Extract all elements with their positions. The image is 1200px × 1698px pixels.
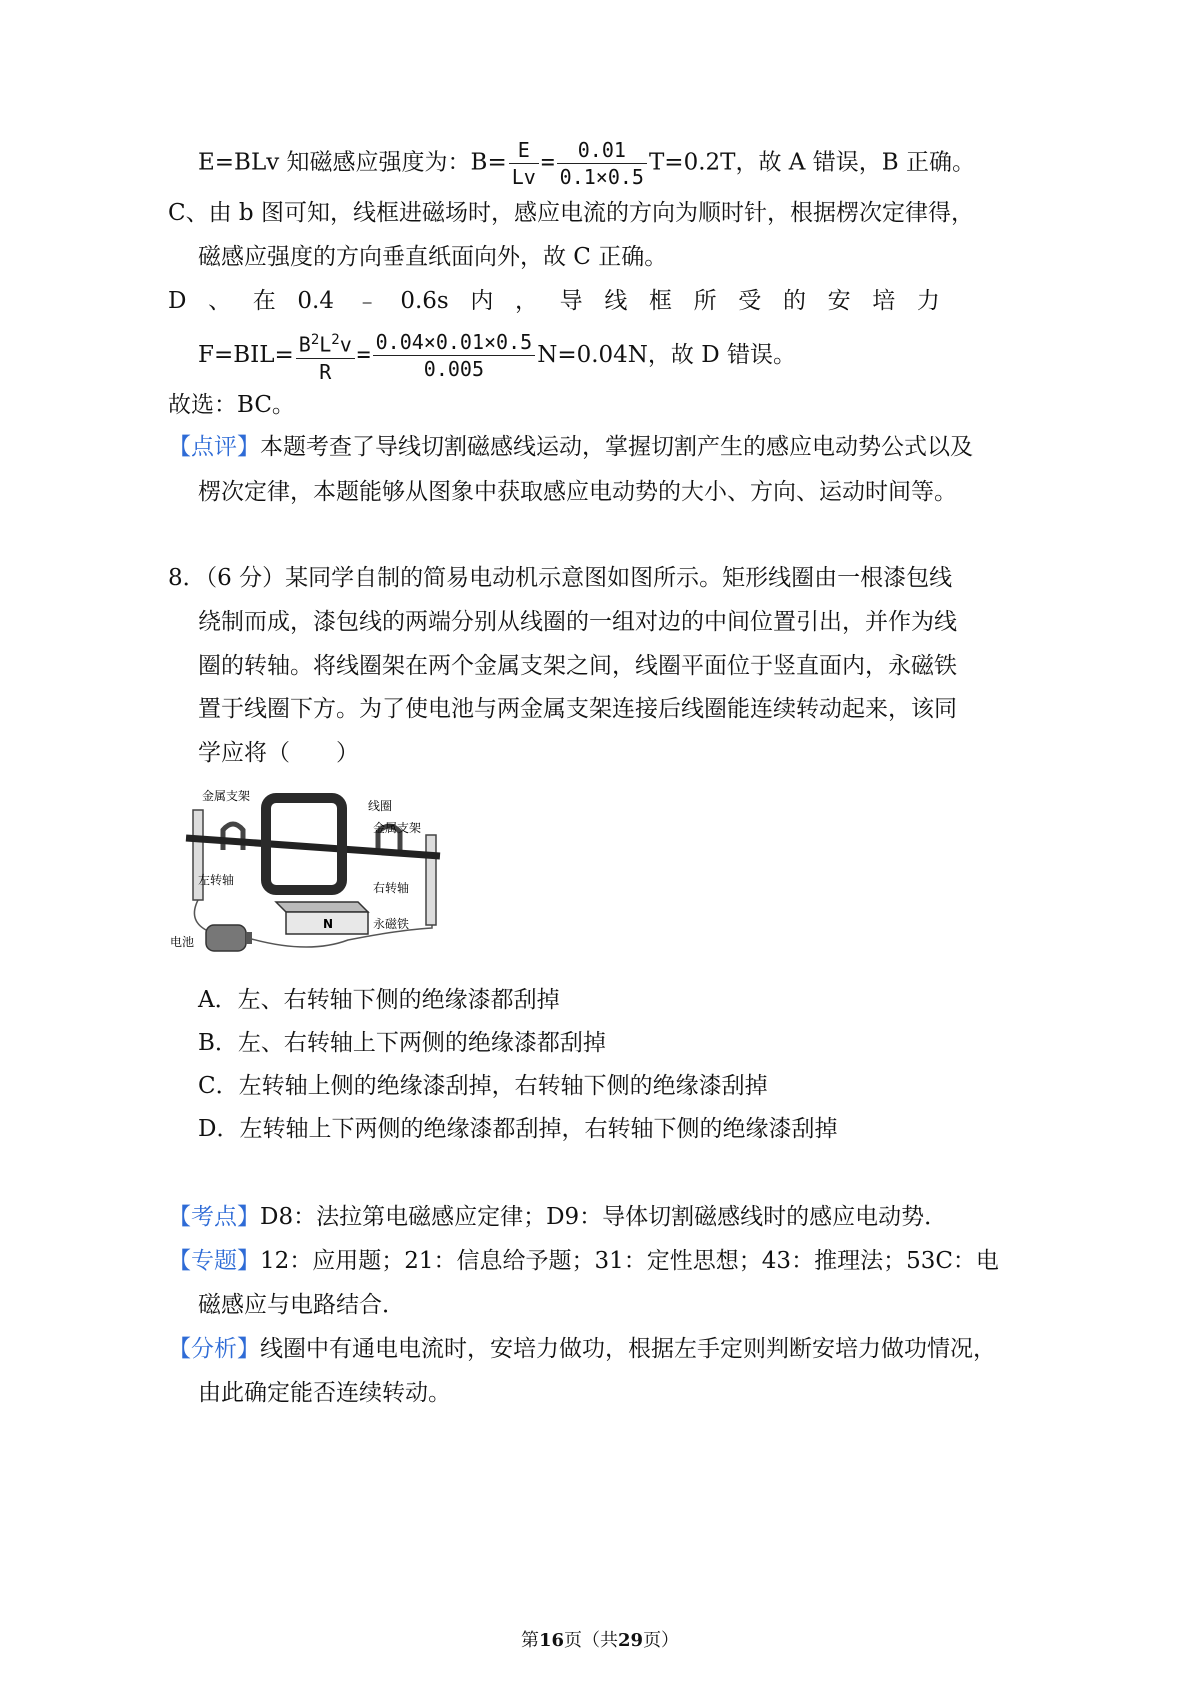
label-right-axle: 右转轴	[373, 881, 410, 895]
topic-line1	[168, 1246, 999, 1276]
fraction-value	[557, 138, 647, 189]
symbol-l: L	[319, 332, 332, 357]
knowledge-point	[168, 1202, 947, 1232]
fraction-numerator	[296, 328, 355, 359]
formula-b-line	[198, 138, 975, 189]
fx-tag: 【分析】	[168, 1336, 260, 1362]
fx-text: 线圈中有通电电流时，安培力做功，根据左手定则判断安培力做功情况，	[260, 1336, 996, 1362]
fraction-force-value	[373, 330, 536, 381]
page-number: 16	[538, 1630, 564, 1651]
question8-line4: 置于线圈下方。为了使电池与两金属支架连接后线圈能连续转动起来，该同	[198, 696, 957, 722]
question8-line3: 圈的转轴。将线圈架在两个金属支架之间，线圈平面位于竖直面内，永磁铁	[198, 653, 957, 679]
d-word: 安	[827, 288, 851, 314]
review-text: 本题考查了导线切割磁感线运动，掌握切割产生的感应电动势公式以及	[260, 434, 973, 460]
footer-prefix: 第	[520, 1630, 539, 1651]
option-b: B．左、右转轴上下两侧的绝缘漆都刮掉	[198, 1030, 606, 1056]
solution-c-line1: C、由 b 图可知，线框进磁场时，感应电流的方向为顺时针，根据楞次定律得，	[168, 200, 974, 226]
formula-f-result: N=0.04N，故 D 错误。	[537, 341, 796, 368]
right-bracket	[426, 835, 436, 925]
analysis-line1	[168, 1334, 996, 1364]
d-word: 在	[252, 288, 276, 314]
fraction-b2l2v-over-r	[296, 328, 355, 384]
left-bracket-loop	[223, 824, 243, 850]
question8-line2: 绕制而成，漆包线的两端分别从线圈的一组对边的中间位置引出，并作为线	[198, 609, 957, 635]
fraction-denominator: 0.1×0.5	[559, 165, 644, 189]
footer-suffix: 页）	[643, 1630, 680, 1651]
magnet-pole-n: N	[323, 917, 334, 931]
equals-sign: =	[540, 149, 555, 176]
review-line1	[168, 432, 973, 462]
review-tag: 【点评】	[168, 434, 260, 460]
d-word: ﹣	[355, 288, 379, 314]
d-word: 受	[738, 288, 762, 314]
page-total: 29	[618, 1630, 644, 1651]
kd-text: D8：法拉第电磁感应定律；D9：导体切割磁感线时的感应电动势．	[260, 1204, 948, 1230]
solution-c-line2: 磁感应强度的方向垂直纸面向外，故 C 正确。	[198, 244, 668, 270]
solution-d-line1	[168, 286, 940, 316]
exponent: 2	[310, 332, 320, 348]
fraction-denominator: 0.005	[423, 357, 485, 382]
fraction-denominator: Lv	[511, 165, 536, 189]
battery-cap	[246, 932, 252, 944]
formula-b-result: T=0.2T，故 A 错误，B 正确。	[648, 149, 975, 176]
d-word: 力	[916, 288, 940, 314]
option-a: A．左、右转轴下侧的绝缘漆都刮掉	[198, 987, 560, 1013]
d-word: 0.4	[297, 288, 334, 314]
d-word: 的	[782, 288, 806, 314]
question8-line5: 学应将（ ）	[198, 740, 359, 766]
equals-sign: =	[356, 341, 371, 368]
fraction-numerator: 0.04×0.01×0.5	[373, 330, 536, 356]
d-word: 线	[604, 288, 628, 314]
fraction-denominator: R	[319, 359, 332, 384]
option-c: C．左转轴上侧的绝缘漆刮掉，右转轴下侧的绝缘漆刮掉	[198, 1073, 768, 1099]
answer-choice: 故选：BC。	[168, 392, 295, 418]
symbol-b: B	[298, 332, 311, 357]
d-word: D	[168, 288, 187, 314]
symbol-v: v	[339, 332, 352, 357]
d-word: 框	[648, 288, 672, 314]
label-battery: 电池	[170, 935, 195, 949]
footer-middle: 页（共	[564, 1630, 618, 1651]
label-coil: 线圈	[368, 799, 393, 813]
d-word: ，	[515, 288, 539, 314]
d-word: 所	[693, 288, 717, 314]
option-d: D．左转轴上下两侧的绝缘漆都刮掉，右转轴下侧的绝缘漆刮掉	[198, 1116, 838, 1142]
battery	[206, 925, 246, 951]
question8-line1: 8．（6 分）某同学自制的简易电动机示意图如图所示。矩形线圈由一根漆包线	[168, 565, 953, 591]
label-magnet: 永磁铁	[373, 917, 410, 931]
motor-diagram	[168, 780, 458, 970]
label-bracket-left: 金属支架	[202, 789, 251, 803]
kd-tag: 【考点】	[168, 1204, 260, 1230]
label-left-axle: 左转轴	[198, 873, 235, 887]
zt-text: 12：应用题；21：信息给予题；31：定性思想；43：推理法；53C：电	[260, 1248, 999, 1274]
fraction-numerator: 0.01	[557, 138, 647, 164]
magnet	[276, 902, 368, 912]
d-word: 内	[470, 288, 494, 314]
zt-tag: 【专题】	[168, 1248, 260, 1274]
d-word: 、	[208, 288, 232, 314]
fraction-numerator: E	[509, 138, 539, 164]
formula-f-line	[198, 328, 796, 384]
exponent: 2	[331, 332, 340, 348]
d-word: 0.6s	[400, 288, 449, 314]
topic-line2: 磁感应与电路结合．	[198, 1292, 405, 1318]
d-word: 导	[559, 288, 583, 314]
label-bracket-right: 金属支架	[373, 821, 422, 835]
analysis-line2: 由此确定能否连续转动。	[198, 1380, 451, 1406]
formula-f-prefix: F=BIL=	[198, 341, 294, 368]
page-footer	[0, 1626, 1200, 1652]
fraction-e-over-lv	[509, 138, 539, 189]
formula-b-prefix: E=BLv 知磁感应强度为：B=	[198, 149, 507, 176]
d-word: 培	[872, 288, 896, 314]
review-line2: 楞次定律，本题能够从图象中获取感应电动势的大小、方向、运动时间等。	[198, 479, 957, 505]
